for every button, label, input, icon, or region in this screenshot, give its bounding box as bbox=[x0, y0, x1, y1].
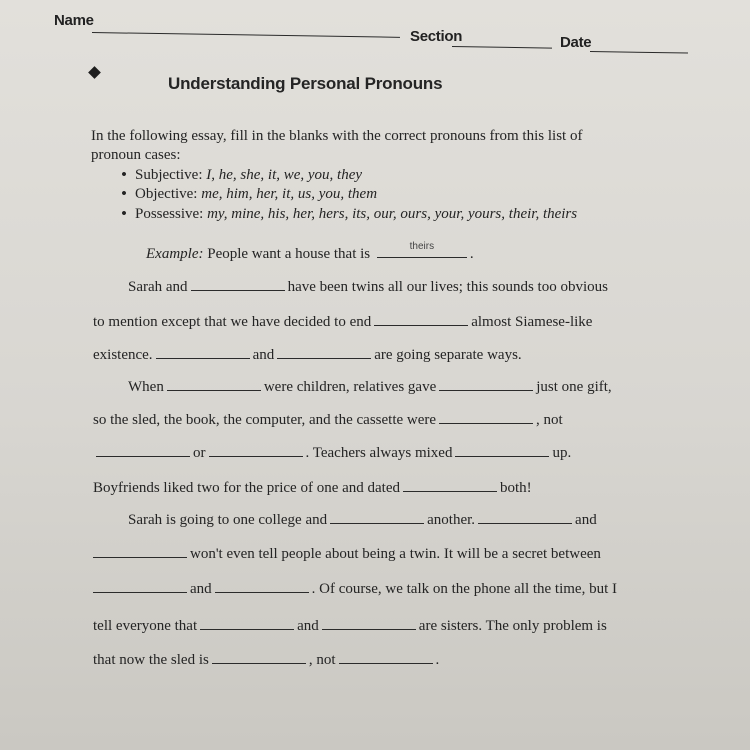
case-list: my, mine, his, her, hers, its, our, ours, your, yours, their, theirs bbox=[207, 206, 578, 222]
essay-line-8 bbox=[128, 511, 597, 529]
bullet-icon: • bbox=[121, 206, 127, 222]
essay-line-5 bbox=[93, 411, 563, 429]
essay-text: and bbox=[190, 581, 212, 597]
essay-text: . Of course, we talk on the phone all the time, but I bbox=[311, 581, 618, 597]
blank-8[interactable] bbox=[96, 444, 190, 457]
blank-2[interactable] bbox=[374, 313, 468, 326]
essay-text: have been twins all our lives; this sounds too obvious bbox=[287, 279, 608, 295]
example-line bbox=[146, 241, 474, 263]
worksheet-title: Understanding Personal Pronouns bbox=[168, 74, 443, 93]
essay-text: and bbox=[252, 347, 275, 363]
essay-text: and bbox=[575, 512, 597, 528]
blank-20[interactable] bbox=[339, 651, 433, 664]
case-list: I, he, she, it, we, you, they bbox=[206, 167, 363, 183]
name-field[interactable] bbox=[92, 32, 400, 38]
blank-7[interactable] bbox=[439, 411, 533, 424]
essay-text: both! bbox=[500, 480, 532, 496]
case-list: me, him, her, it, us, you, them bbox=[201, 186, 378, 202]
essay-text: so the sled, the book, the computer, and the cassette were bbox=[93, 412, 437, 428]
essay-text: another. bbox=[427, 512, 476, 528]
blank-19[interactable] bbox=[212, 651, 306, 664]
essay-line-1 bbox=[128, 278, 608, 296]
essay-text: , not bbox=[308, 652, 336, 668]
essay-text: . bbox=[435, 652, 440, 668]
name-label: Name bbox=[54, 12, 94, 29]
essay-text: are sisters. The only problem is bbox=[418, 618, 607, 634]
blank-6[interactable] bbox=[439, 378, 533, 391]
blank-5[interactable] bbox=[167, 378, 261, 391]
essay-text: , not bbox=[536, 412, 563, 428]
case-label: Objective: bbox=[135, 186, 198, 202]
essay-line-11 bbox=[93, 617, 607, 635]
essay-text: When bbox=[128, 379, 164, 395]
section-field[interactable] bbox=[452, 46, 552, 49]
case-label: Possessive: bbox=[135, 206, 204, 222]
blank-18[interactable] bbox=[322, 617, 416, 630]
example-period: . bbox=[469, 246, 474, 262]
example-label: Example: bbox=[146, 246, 204, 262]
essay-text: won't even tell people about being a twin. It will be a secret between bbox=[190, 546, 601, 562]
essay-text: were children, relatives gave bbox=[263, 379, 437, 395]
date-field[interactable] bbox=[590, 51, 688, 54]
essay-text: or bbox=[193, 445, 206, 461]
blank-12[interactable] bbox=[330, 511, 424, 524]
essay-text: almost Siamese-like bbox=[471, 314, 593, 330]
essay-text: . Teachers always mixed bbox=[305, 445, 453, 461]
essay-text: to mention except that we have decided to end bbox=[93, 314, 372, 330]
blank-17[interactable] bbox=[200, 617, 294, 630]
essay-line-4 bbox=[128, 378, 612, 396]
case-objective bbox=[113, 185, 377, 203]
blank-13[interactable] bbox=[478, 511, 572, 524]
diamond-bullet-icon bbox=[88, 66, 101, 79]
example-answer: theirs bbox=[409, 241, 435, 252]
essay-text: Sarah and bbox=[128, 279, 188, 295]
essay-line-2 bbox=[93, 313, 592, 331]
essay-text: Sarah is going to one college and bbox=[128, 512, 328, 528]
essay-text: Boyfriends liked two for the price of one and dated bbox=[93, 480, 400, 496]
bullet-icon: • bbox=[121, 167, 127, 183]
blank-11[interactable] bbox=[403, 479, 497, 492]
essay-line-3 bbox=[93, 346, 522, 364]
date-label: Date bbox=[560, 34, 592, 51]
essay-line-10 bbox=[90, 580, 617, 598]
essay-line-9 bbox=[90, 545, 601, 563]
essay-text: just one gift, bbox=[536, 379, 612, 395]
example-blank bbox=[377, 241, 467, 258]
blank-1[interactable] bbox=[191, 278, 285, 291]
essay-text: up. bbox=[552, 445, 572, 461]
instructions-line-1: In the following essay, fill in the blanks with the correct pronouns from this list of bbox=[91, 128, 583, 144]
blank-14[interactable] bbox=[93, 545, 187, 558]
essay-text: and bbox=[297, 618, 319, 634]
essay-line-7 bbox=[93, 479, 532, 497]
case-possessive bbox=[113, 205, 577, 223]
example-text: People want a house that is bbox=[207, 246, 371, 262]
essay-line-12 bbox=[93, 651, 439, 669]
instructions-line-2: pronoun cases: bbox=[91, 147, 181, 163]
blank-16[interactable] bbox=[215, 580, 309, 593]
bullet-icon: • bbox=[121, 186, 127, 202]
essay-text: tell everyone that bbox=[93, 618, 198, 634]
case-subjective bbox=[113, 166, 362, 184]
essay-text: that now the sled is bbox=[93, 652, 209, 668]
blank-9[interactable] bbox=[209, 444, 303, 457]
section-label: Section bbox=[410, 28, 463, 45]
blank-3[interactable] bbox=[156, 346, 250, 359]
case-label: Subjective: bbox=[135, 167, 203, 183]
essay-text: are going separate ways. bbox=[374, 347, 522, 363]
essay-text: existence. bbox=[93, 347, 153, 363]
blank-10[interactable] bbox=[455, 444, 549, 457]
essay-line-6 bbox=[93, 444, 571, 462]
blank-15[interactable] bbox=[93, 580, 187, 593]
blank-4[interactable] bbox=[277, 346, 371, 359]
